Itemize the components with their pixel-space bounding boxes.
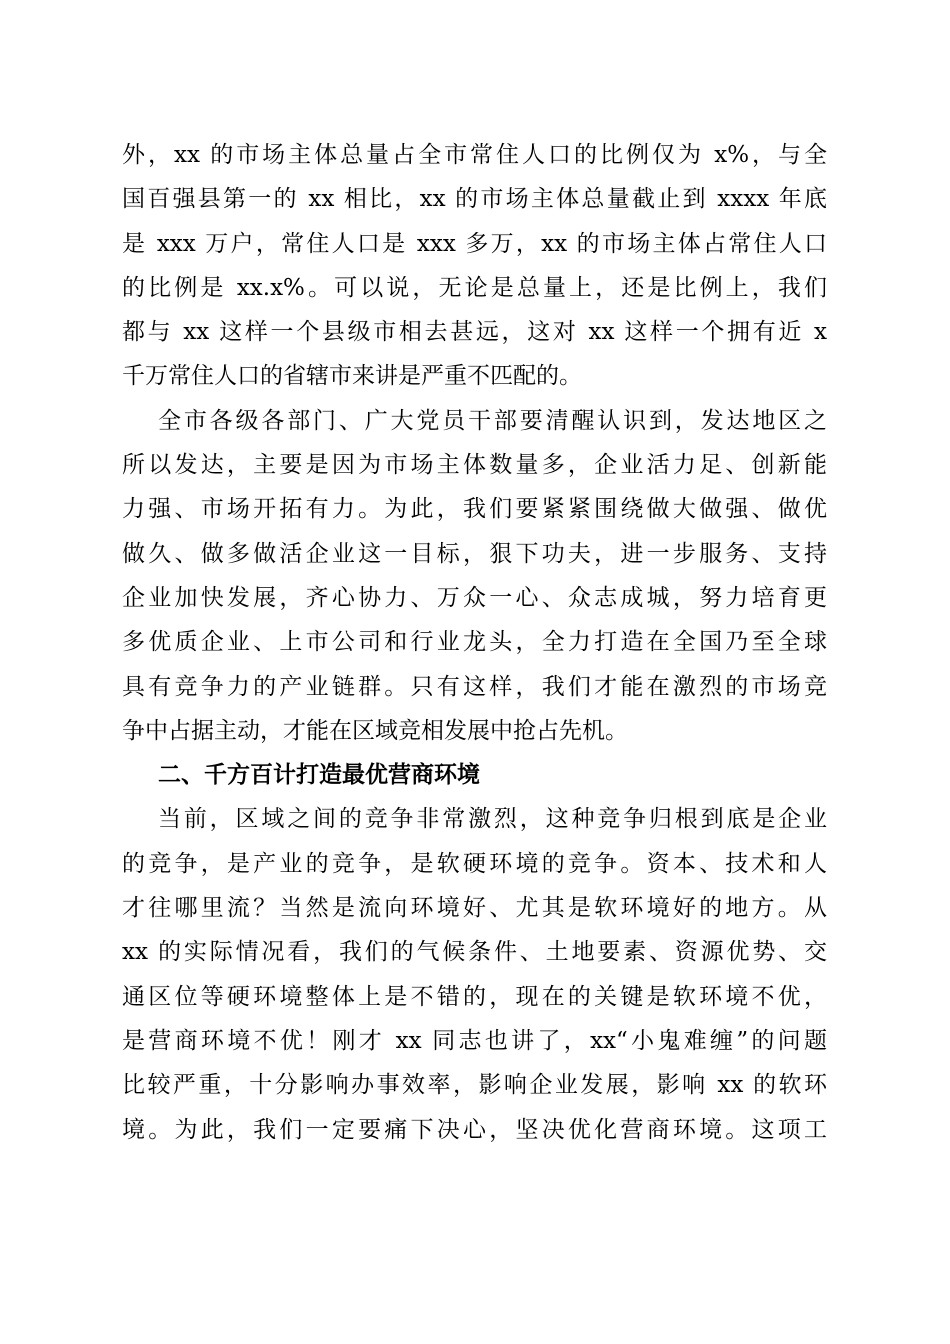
text-line: 境。为此，我们一定要痛下决心，坚决优化营商环境。这项工 xyxy=(122,1116,827,1143)
text-line: 外，xx 的市场主体总量占全市常住人口的比例仅为 x%，与全 xyxy=(122,142,827,168)
text-line: 企业加快发展，齐心协力、万众一心、众志成城，努力培育更 xyxy=(122,584,827,611)
paragraph-2 xyxy=(122,399,827,753)
text-line: 做久、做多做活企业这一目标，狠下功夫，进一步服务、支持 xyxy=(122,540,827,567)
text-line: 千万常住人口的省辖市来讲是严重不匹配的。 xyxy=(122,363,582,390)
text-line: 的比例是 xx.x%。可以说，无论是总量上，还是比例上，我们 xyxy=(122,274,827,301)
text-line: 争中占据主动，才能在区域竞相发展中抢占先机。 xyxy=(122,717,628,744)
text-line: 国百强县第一的 xx 相比，xx 的市场主体总量截止到 xxxx 年底 xyxy=(122,186,827,213)
text-line: 的竞争，是产业的竞争，是软硬环境的竞争。资本、技术和人 xyxy=(122,850,827,877)
text-line: 当前，区域之间的竞争非常激烈，这种竞争归根到底是企业 xyxy=(158,806,827,833)
text-line: 全市各级各部门、广大党员干部要清醒认识到，发达地区之 xyxy=(158,407,827,434)
text-line: 是营商环境不优！刚才 xx 同志也讲了，xx“小鬼难缠”的问题 xyxy=(122,1027,827,1054)
section-heading: 二、千方百计打造最优营商环境 xyxy=(158,762,480,789)
text-line: 才往哪里流？当然是流向环境好、尤其是软环境好的地方。从 xyxy=(122,895,827,922)
paragraph-1 xyxy=(122,133,827,399)
text-line: 是 xxx 万户，常住人口是 xxx 多万，xx 的市场主体占常住人口 xyxy=(122,230,827,257)
text-line: 通区位等硬环境整体上是不错的，现在的关键是软环境不优， xyxy=(122,983,827,1010)
text-line: 具有竞争力的产业链群。只有这样，我们才能在激烈的市场竞 xyxy=(122,673,827,700)
text-line: 力强、市场开拓有力。为此，我们要紧紧围绕做大做强、做优 xyxy=(122,496,827,523)
paragraph-3 xyxy=(122,797,827,1151)
text-line: 都与 xx 这样一个县级市相去甚远，这对 xx 这样一个拥有近 x xyxy=(122,319,827,346)
document-body xyxy=(122,133,827,1152)
text-line: 所以发达，主要是因为市场主体数量多，企业活力足、创新能 xyxy=(122,452,827,479)
text-line: 比较严重，十分影响办事效率，影响企业发展，影响 xx 的软环 xyxy=(122,1072,827,1099)
text-line: 多优质企业、上市公司和行业龙头，全力打造在全国乃至全球 xyxy=(122,629,827,656)
text-line: xx 的实际情况看，我们的气候条件、土地要素、资源优势、交 xyxy=(122,939,827,966)
